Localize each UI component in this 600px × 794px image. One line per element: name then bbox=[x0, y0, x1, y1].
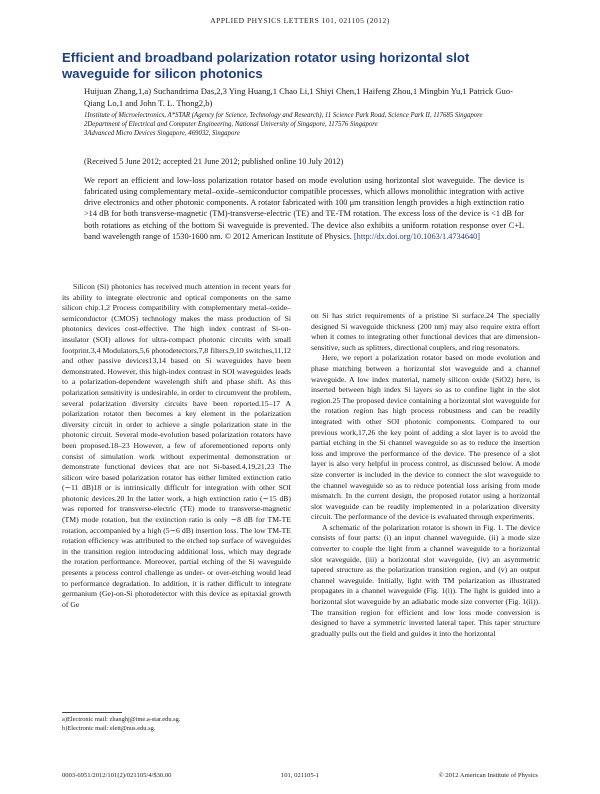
body-paragraph: Silicon (Si) photonics has received much attention in recent years for its ability to integrate electronic and optical components on the same silicon chip.1,2 Process compatibility with complementary metal–oxide–semiconductor (CMOS) technology makes the mass production of Si photonics devices cost-effective. The high index contrast of Si-on-insulator (SOI) allows for ultra-compact photonic circuits with small footprint.3,4 Modulators,5,6 photodetectors,7,8 filters,9,10 switches,11,12 and other passive devices13,14 based on Si waveguides have been demonstrated. However, this high-index contrast in SOI waveguides leads to a polarization-dependent wavelength shift and phase shift. As this polarization sensitivity is undesirable, in order to circumvent the problem, several polarization diversity circuits have been reported.15–17 A polarization rotator then becomes a key element in the polarization diversity circuit in order to achieve a single polarization state in the photonic circuit. Several mode-evolution based polarization rotators have been proposed.18–23 However, a few of aforementioned reports only consist of simulation work without experimental demonstration or demonstrate functional devices that are not Si-based.4,19,21,23 The silicon wire based polarization rotator has either limited extinction ratio (∼11 dB)18 or is intrinsically difficult for integration with other SOI photonic devices.20 In the latter work, a high extinction ratio (∼15 dB) was reported for transverse-electric (TE) mode to transverse-magnetic (TM) mode rotation, but the extinction ratio is only ∼8 dB for TM-TE rotation, accompanied by a high (5∼6 dB) insertion loss. The low TM-TE rotation efficiency was attributed to the etched top surface of waveguides in the transition region introducing additional loss, which may degrade the rotation performance. Moreover, partial etching of the Si waveguide presents a process control challenge as under- or over-etching would lead to performance degradation. In addition, it is rather difficult to integrate germanium (Ge)-on-Si photodetector with this device as epitaxial growth of Ge bbox=[62, 282, 291, 609]
received-dates: (Received 5 June 2012; accepted 21 June 2012; published online 10 July 2012) bbox=[84, 157, 344, 166]
abstract bbox=[84, 175, 524, 242]
footer-issn: 0003-6951/2012/101(2)/021105/4/$30.00 bbox=[62, 772, 172, 779]
page-footer bbox=[62, 772, 538, 782]
affiliations bbox=[84, 111, 524, 139]
footer-page-number: 101, 021105-1 bbox=[280, 772, 320, 779]
body-paragraph: on Si has strict requirements of a pristine Si surface.24 The specially designed Si waveguide thickness (200 nm) may also require extra effort when it comes to integrating other functional devices that are dimension-sensitive, such as splitters, directional couplers, and ring resonators. bbox=[311, 311, 540, 352]
body-column-left bbox=[62, 282, 291, 610]
body-paragraph: A schematic of the polarization rotator is shown in Fig. 1. The device consists of four parts: (i) an input channel waveguide, (ii) a mode size converter to couple the light from a channel waveguide to a horizontal slot waveguide, (iii) a horizontal slot waveguide, (iv) an asymmetric tapered structure as the polarization transition region, and (v) an output channel waveguide. Initially, light with TM polarization as illustrated propagates in a channel waveguide (Fig. 1(i)). The light is guided into a horizontal slot waveguide by an adiabatic mode size converter (Fig. 1(ii)). The transition region for efficient and low loss mode conversion is designed to have a symmetric inverted lateral taper. This taper structure gradually pulls out the field and guides it into the horizontal bbox=[311, 522, 540, 638]
body-column-right bbox=[311, 311, 540, 639]
abstract-text: We report an efficient and low-loss polarization rotator based on mode evolution using horizontal slot waveguide. The device is fabricated using complementary metal–oxide–semiconductor compatible processes, which allows monolithic integration with active drive electronics and other photonic components. A rotator fabricated with 100 μm transition length provides a high extinction ratio >14 dB for both transverse-magnetic (TM)-transverse-electric (TE) and TE-TM rotation. The excess loss of the device is <1 dB for both rotations as etching of the bottom Si waveguide is prevented. The device also exhibits a uniform rotation response over C+L band wavelength range of 1530-1600 nm. © 2012 American Institute of Physics. bbox=[84, 176, 524, 241]
body-paragraph: Here, we report a polarization rotator based on mode evolution and phase matching between a horizontal slot waveguide and a channel waveguide. A low index material, namely silicon oxide (SiO2) here, is inserted between high index Si layers so as to confine light in the slot region.25 The proposed device containing a horizontal slot waveguide for the rotation region has high process robustness and can be readily integrated with other SOI photonic components. Compared to our previous work,17,26 the key point of adding a slot layer is to avoid the partial etching in the Si channel waveguide so as to reduce the insertion loss and improve the performance of the device. The presence of a slot layer is also very helpful in process control, as discussed below. A mode size converter is included in the device to connect the slot waveguide to the channel waveguide so as to reduce potential loss arising from mode mismatch. In the current design, the proposed rotator using a horizontal slot waveguide can be readily implemented in a polarization diversity circuit. The performance of the device is evaluated through experiments. bbox=[311, 353, 540, 522]
affiliation-3: 3Advanced Micro Devices Singapore, 469032, Singapore bbox=[84, 130, 240, 138]
paper-title: Efficient and broadband polarization rotator using horizontal slot waveguide for silicon photonics bbox=[62, 50, 470, 81]
doi-link[interactable]: [http://dx.doi.org/10.1063/1.4734640] bbox=[353, 231, 481, 241]
footnote-b: b)Electronic mail: elett@nus.edu.sg. bbox=[62, 725, 156, 732]
affiliation-1: 1Institute of Microelectronics, A*STAR (Agency for Science, Technology and Research), 11 Science Park Road, Science Park II, 117685 Singapore bbox=[84, 112, 483, 119]
affiliation-2: 2Department of Electrical and Computer Engineering, National University of Singapore, 117576 Singapore bbox=[84, 121, 378, 129]
footnote-divider bbox=[62, 712, 122, 713]
footnotes bbox=[62, 715, 291, 733]
author-list: Huijuan Zhang,1,a) Suchandrima Das,2,3 Ying Huang,1 Chao Li,1 Shiyi Chen,1 Haifeng Zhou,1 Mingbin Yu,1 Patrick Guo-Qiang Lo,1 and John T. L. Thong2,b) bbox=[84, 86, 513, 108]
journal-header: APPLIED PHYSICS LETTERS 101, 021105 (2012) bbox=[210, 16, 390, 25]
footnote-a: a)Electronic mail: zhanghj@ime.a-star.edu.sg. bbox=[62, 716, 181, 723]
footer-copyright: © 2012 American Institute of Physics bbox=[438, 772, 538, 779]
